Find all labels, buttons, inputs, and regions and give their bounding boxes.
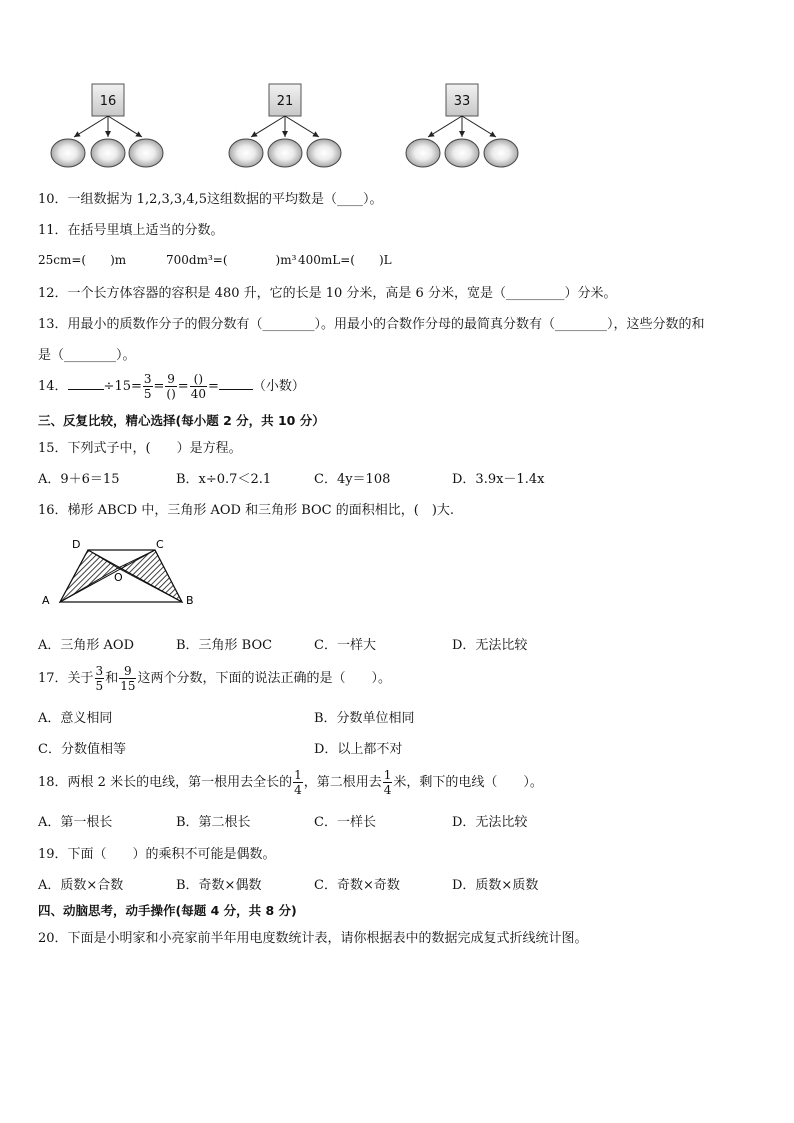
q14-fraction-1: $\frac{3}{5}$	[143, 372, 152, 401]
q15-option-c[interactable]: C．4y＝108	[314, 472, 391, 487]
q17-fraction-1: $\frac{3}{5}$	[95, 664, 104, 693]
q14-prefix: 14．	[38, 379, 68, 394]
section-4-title: 四、动脑思考，动手操作(每题 4 分，共 8 分)	[38, 903, 297, 918]
question-18: 18．两根 2 米长的电线，第一根用去全长的 $\frac{1}{4}$ ，第二根用去 $\frac{1}{4}$ 米，剩下的电线（ ）。	[38, 768, 543, 797]
q14-suffix: （小数）	[252, 379, 305, 394]
q17-option-c[interactable]: C．分数值相等	[38, 742, 126, 757]
label-b: B	[186, 594, 194, 607]
question-16: 16．梯形 ABCD 中，三角形 AOD 和三角形 BOC 的面积相比，( )大.	[38, 503, 455, 518]
question-14: 14． ÷15= $\frac{3}{5}$ = $\frac{9}{()}$ = $\frac{()}{40}$ = （小数）	[38, 372, 305, 401]
factor-tree-1	[51, 84, 163, 167]
question-11-blank-a: 25cm=( )m	[38, 253, 127, 267]
question-13-line-2: 是（________）。	[38, 348, 136, 363]
q16-option-c[interactable]: C．一样大	[314, 638, 376, 653]
factor-ball	[307, 139, 341, 167]
q18-fraction-1: $\frac{1}{4}$	[294, 768, 302, 797]
q15-option-a[interactable]: A．9＋6＝15	[38, 472, 120, 487]
factor-tree-2	[229, 84, 341, 167]
q18-option-c[interactable]: C．一样长	[314, 815, 376, 830]
factor-ball	[51, 139, 85, 167]
factor-tree-number: 33	[453, 94, 471, 109]
q18-option-d[interactable]: D．无法比较	[452, 815, 528, 830]
label-o: O	[114, 571, 123, 584]
factor-ball	[268, 139, 302, 167]
q14-blank-1	[68, 378, 104, 390]
question-12: 12．一个长方体容器的容积是 480 升，它的长是 10 分米，高是 6 分米，宽是（_________）分米。	[38, 286, 617, 301]
q19-option-c[interactable]: C．奇数×奇数	[314, 878, 400, 893]
q14-div: ÷15=	[103, 379, 142, 394]
label-c: C	[156, 538, 164, 551]
factor-ball	[406, 139, 440, 167]
q17-fraction-2: $\frac{9}{15}$	[120, 664, 136, 693]
triangle-boc	[118, 550, 182, 602]
q18-option-b[interactable]: B．第二根长	[176, 815, 251, 830]
q14-fraction-2: $\frac{9}{()}$	[166, 372, 176, 401]
factor-tree-number: 21	[276, 94, 294, 109]
question-11-blank-b: 700dm³=( )m³	[166, 253, 297, 267]
factor-ball	[91, 139, 125, 167]
question-15: 15．下列式子中，( ）是方程。	[38, 441, 242, 456]
q16-option-d[interactable]: D．无法比较	[452, 638, 528, 653]
trapezoid-diagram	[30, 530, 210, 610]
factor-tree-3	[406, 84, 518, 167]
question-11-blank-c: 400mL=( )L	[298, 253, 392, 267]
q17-option-a[interactable]: A．意义相同	[38, 711, 113, 726]
q17-option-d[interactable]: D．以上都不对	[314, 742, 403, 757]
factor-tree-diagrams	[0, 0, 794, 175]
factor-ball	[484, 139, 518, 167]
q17-option-b[interactable]: B．分数单位相同	[314, 711, 415, 726]
question-10: 10．一组数据为 1,2,3,3,4,5这组数据的平均数是（____）。	[38, 192, 383, 207]
factor-tree-number: 16	[99, 94, 117, 109]
q18-fraction-2: $\frac{1}{4}$	[383, 768, 392, 797]
q14-blank-2	[219, 378, 253, 390]
question-13-line-1: 13．用最小的质数作分子的假分数有（________）。用最小的合数作分母的最简真分数有（________），这些分数的和	[38, 317, 705, 332]
question-11: 11．在括号里填上适当的分数。	[38, 223, 224, 238]
q19-option-b[interactable]: B．奇数×偶数	[176, 878, 262, 893]
q14-fraction-3: $\frac{()}{40}$	[190, 372, 206, 401]
factor-ball	[445, 139, 479, 167]
q15-option-b[interactable]: B．x÷0.7＜2.1	[176, 472, 272, 487]
factor-ball	[129, 139, 163, 167]
question-20: 20．下面是小明家和小亮家前半年用电度数统计表，请你根据表中的数据完成复式折线统计图。	[38, 931, 588, 946]
factor-ball	[229, 139, 263, 167]
question-19: 19．下面（ ）的乘积不可能是偶数。	[38, 847, 276, 862]
label-a: A	[42, 594, 50, 607]
section-3-title: 三、反复比较，精心选择(每小题 2 分，共 10 分）	[38, 413, 325, 428]
triangle-aod	[60, 550, 118, 602]
q16-option-a[interactable]: A．三角形 AOD	[38, 638, 134, 653]
question-17: 17．关于 $\frac{3}{5}$ 和 $\frac{9}{15}$ 这两个分数，下面的说法正确的是（ ）。	[38, 664, 391, 693]
q16-option-b[interactable]: B．三角形 BOC	[176, 638, 273, 653]
label-d: D	[72, 538, 81, 551]
q15-option-d[interactable]: D．3.9x－1.4x	[452, 472, 545, 487]
q18-option-a[interactable]: A．第一根长	[38, 815, 113, 830]
q19-option-a[interactable]: A．质数×合数	[38, 878, 124, 893]
q19-option-d[interactable]: D．质数×质数	[452, 878, 539, 893]
